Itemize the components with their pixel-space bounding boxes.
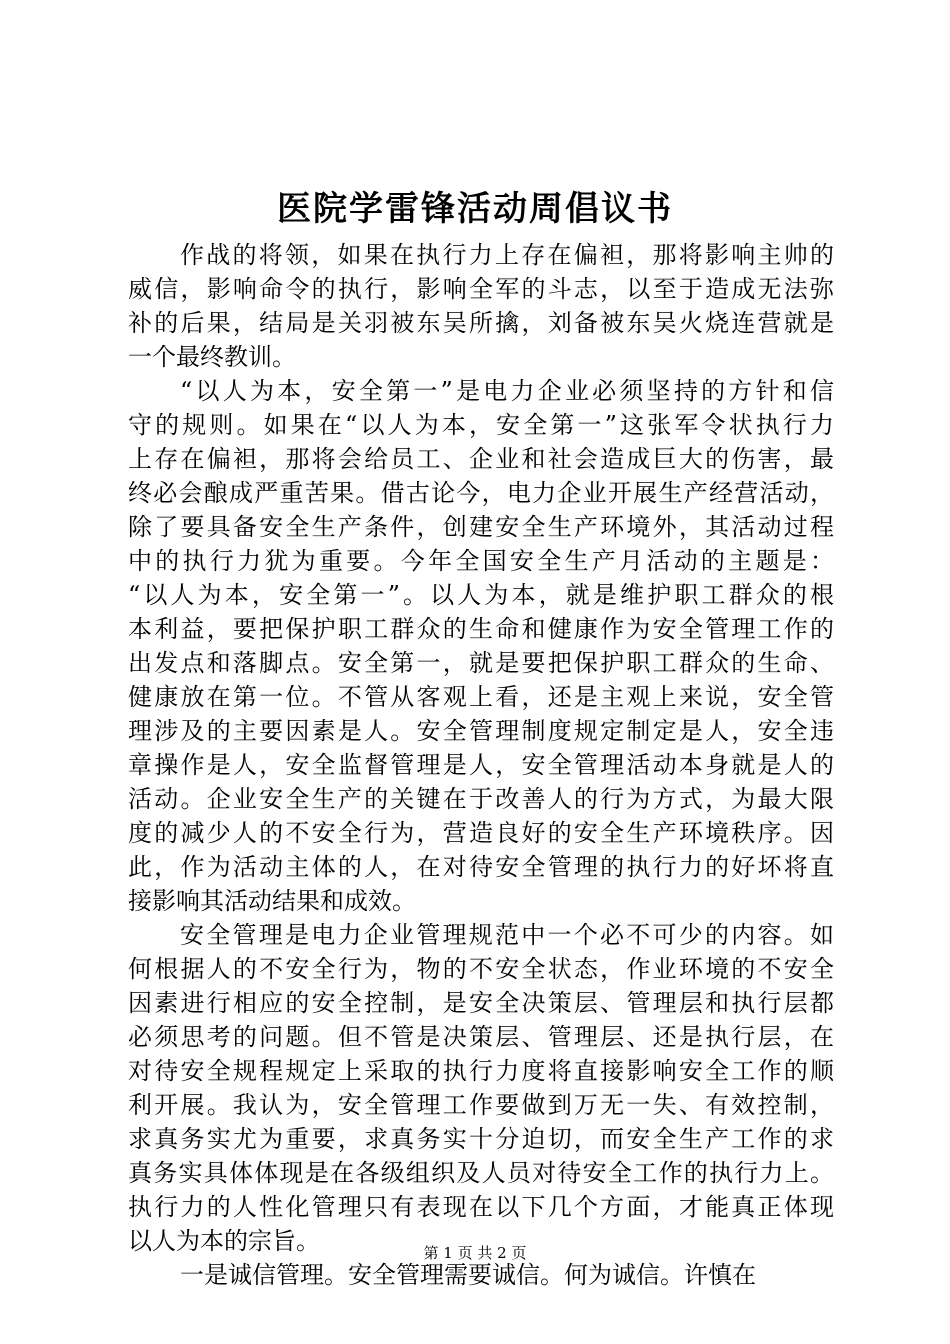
paragraph-line: “以人为本，安全第一”。以人为本，就是维护职工群众的根 [128,581,834,609]
paragraph-line: 何根据人的不安全行为，物的不安全状态，作业环境的不安全 [128,955,834,983]
paragraph-line: 一是诚信管理。安全管理需要诚信。何为诚信。许慎在 [180,1261,756,1289]
paragraph-line: 度的减少人的不安全行为，营造良好的安全生产环境秩序。因 [128,819,834,847]
paragraph-line: 作战的将领，如果在执行力上存在偏袒，那将影响主帅的 [180,241,834,269]
paragraph-line: 威信，影响命令的执行，影响全军的斗志，以至于造成无法弥 [128,275,834,303]
paragraph-line: 理涉及的主要因素是人。安全管理制度规定制定是人，安全违 [128,717,834,745]
document-title: 医院学雷锋活动周倡议书 [277,189,673,229]
paragraph-line: 此，作为活动主体的人，在对待安全管理的执行力的好坏将直 [128,853,834,881]
paragraph-line: 执行力的人性化管理只有表现在以下几个方面，才能真正体现 [128,1193,834,1221]
paragraph-line: 必须思考的问题。但不管是决策层、管理层、还是执行层，在 [128,1023,834,1051]
paragraph-line: 补的后果，结局是关羽被东吴所擒，刘备被东吴火烧连营就是 [128,309,834,337]
paragraph-line: 出发点和落脚点。安全第一，就是要把保护职工群众的生命、 [128,649,834,677]
paragraph-line: 接影响其活动结果和成效。 [128,887,416,915]
paragraph-line: “以人为本，安全第一”是电力企业必须坚持的方针和信 [180,377,834,405]
paragraph [128,918,834,1258]
paragraph-line: 真务实具体体现是在各级组织及人员对待安全工作的执行力上。 [128,1159,834,1187]
paragraph-line: 健康放在第一位。不管从客观上看，还是主观上来说，安全管 [128,683,834,711]
paragraph-line: 安全管理是电力企业管理规范中一个必不可少的内容。如 [180,921,834,949]
paragraph-line: 本利益，要把保护职工群众的生命和健康作为安全管理工作的 [128,615,834,643]
paragraph-line: 守的规则。如果在“以人为本，安全第一”这张军令状执行力 [128,411,834,439]
page-footer: 第 1 页 共 2 页 [423,1244,527,1262]
paragraph-line: 一个最终教训。 [128,343,296,371]
paragraph-line: 章操作是人，安全监督管理是人，安全管理活动本身就是人的 [128,751,834,779]
paragraph-line: 利开展。我认为，安全管理工作要做到万无一失、有效控制， [128,1091,834,1119]
document-body [128,238,834,1292]
paragraph-line: 除了要具备安全生产条件，创建安全生产环境外，其活动过程 [128,513,834,541]
paragraph-line: 对待安全规程规定上采取的执行力度将直接影响安全工作的顺 [128,1057,834,1085]
paragraph-line: 上存在偏袒，那将会给员工、企业和社会造成巨大的伤害，最 [128,445,834,473]
paragraph [128,374,834,918]
paragraph [128,238,834,374]
paragraph-line: 中的执行力犹为重要。今年全国安全生产月活动的主题是： [128,547,834,575]
paragraph-line: 因素进行相应的安全控制，是安全决策层、管理层和执行层都 [128,989,834,1017]
paragraph-line: 以人为本的宗旨。 [128,1227,320,1255]
paragraph-line: 求真务实尤为重要，求真务实十分迫切，而安全生产工作的求 [128,1125,834,1153]
paragraph-line: 活动。企业安全生产的关键在于改善人的行为方式，为最大限 [128,785,834,813]
paragraph-line: 终必会酿成严重苦果。借古论今，电力企业开展生产经营活动， [128,479,834,507]
paragraph [128,1258,834,1292]
